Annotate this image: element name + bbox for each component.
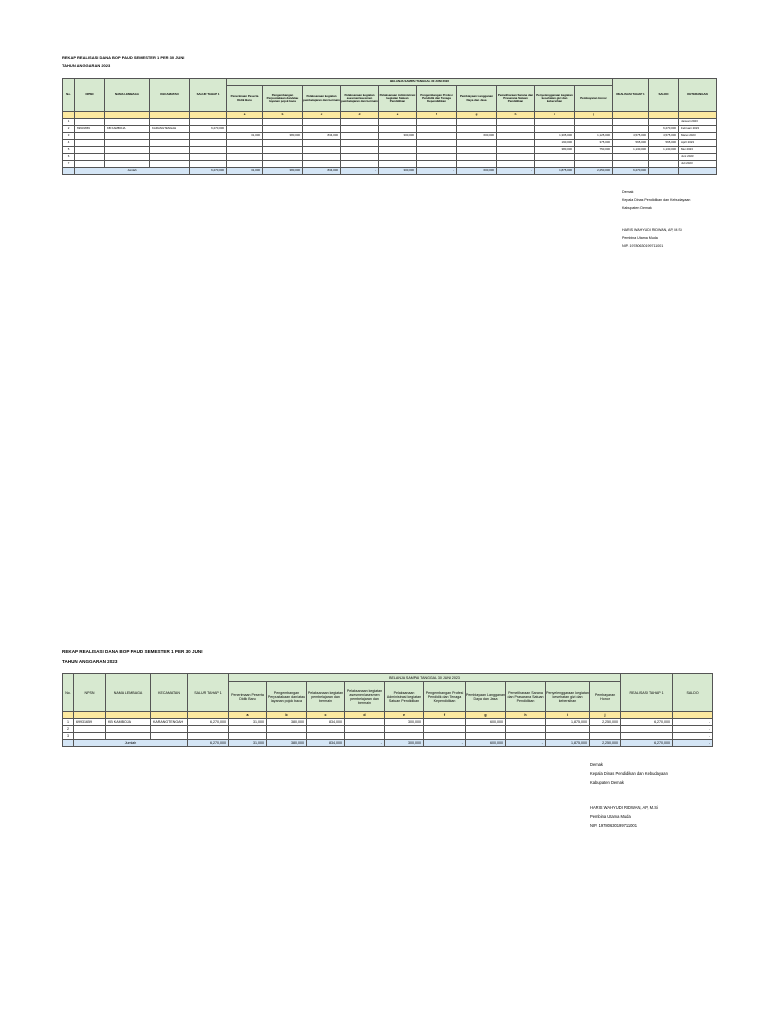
row-value [546, 733, 590, 740]
signature-region: Kabupaten Demak [622, 206, 652, 210]
row-value [457, 154, 497, 161]
row-value [535, 126, 575, 133]
row-nama: KB KAMBOJA [105, 126, 150, 133]
row-value [424, 719, 466, 726]
row-value [424, 733, 466, 740]
row-no: 6 [63, 154, 75, 161]
row-value [341, 119, 379, 126]
row-keterangan: Juni 2023 [679, 154, 717, 161]
col-header-belanja-group: BELANJA SAMPAI TANGGAL 30 JUNI 2023 [229, 674, 621, 682]
total-saldo: - [673, 740, 713, 747]
row-npsn [74, 733, 106, 740]
total-realisasi: 6,270,000 [621, 740, 673, 747]
row-value: 834,000 [303, 133, 341, 140]
signature-block-top [622, 188, 742, 250]
row-value [546, 726, 590, 733]
table-row [63, 154, 717, 161]
total-value: - [345, 740, 385, 747]
row-kecamatan [151, 726, 188, 733]
row-nama [105, 154, 150, 161]
col-letter: j [575, 112, 613, 119]
total-label: Jumlah [74, 740, 188, 747]
row-npsn [74, 726, 106, 733]
row-no: 1 [63, 719, 74, 726]
row-value [303, 140, 341, 147]
realization-table-summary [62, 673, 713, 747]
row-value [590, 726, 621, 733]
row-kecamatan [150, 147, 190, 154]
row-value [497, 147, 535, 154]
row-value: 600,000 [466, 719, 506, 726]
row-value [457, 140, 497, 147]
col-letter: c [307, 712, 345, 719]
row-value [575, 161, 613, 168]
row-kecamatan: KARANGTENGAH [151, 719, 188, 726]
row-realisasi [613, 119, 649, 126]
row-nama [105, 133, 150, 140]
table-row [63, 719, 713, 726]
col-header-kecamatan: KECAMATAN [150, 79, 190, 112]
row-value [457, 147, 497, 154]
row-value [341, 126, 379, 133]
row-value: 380,000 [267, 719, 307, 726]
total-value: 600,000 [466, 740, 506, 747]
row-value [535, 154, 575, 161]
col-header-sub: Pembayaran Honor [575, 86, 613, 112]
signature-office: Kepala Dinas Pendidikan dan Kebudayaan [622, 198, 691, 202]
row-realisasi: 565,000 [613, 140, 649, 147]
row-value [227, 140, 263, 147]
col-header-salur: SALUR TAHAP 1 [188, 674, 229, 712]
col-header-saldo: SALDO [673, 674, 713, 712]
row-value: 1,125,000 [575, 133, 613, 140]
row-value [417, 147, 457, 154]
row-value: 380,000 [535, 147, 575, 154]
row-nama: KB KAMBOJA [106, 719, 151, 726]
row-realisasi [613, 126, 649, 133]
col-letter: f [417, 112, 457, 119]
row-no: 2 [63, 126, 75, 133]
letter-row [63, 112, 717, 119]
col-header-npsn: NPSN [75, 79, 105, 112]
row-npsn: 69931659 [75, 126, 105, 133]
row-value: 31,000 [227, 133, 263, 140]
col-letter: h [506, 712, 546, 719]
row-kecamatan [150, 133, 190, 140]
total-row [63, 740, 713, 747]
col-header-salur: SALUR TAHAP 1 [190, 79, 227, 112]
row-value [303, 147, 341, 154]
row-value: 300,000 [379, 133, 417, 140]
col-header-no: No. [63, 79, 75, 112]
row-value [263, 161, 303, 168]
row-value [457, 119, 497, 126]
table-row [63, 726, 713, 733]
total-value: - [341, 168, 379, 175]
row-nama [105, 140, 150, 147]
col-header-sub: Pelaksanaan kegiatan asesmen/asesmen pembelajaran dan bermain [345, 682, 385, 712]
row-value [457, 126, 497, 133]
col-header-sub: Pengembangan Perpustakaan dan/atau layanan pojok baca [263, 86, 303, 112]
row-realisasi [613, 161, 649, 168]
row-value [227, 147, 263, 154]
row-kecamatan: KARANGTENGAH [150, 126, 190, 133]
table-row [63, 733, 713, 740]
row-value [227, 126, 263, 133]
col-header-sub: Penyelenggaraan kegiatan kesehatan gizi dan kebersihan [535, 86, 575, 112]
row-realisasi: 6,270,000 [621, 719, 673, 726]
signature-nip: NIP. 19780630199711001 [622, 244, 664, 248]
row-saldo: 565,000 [649, 140, 679, 147]
row-value [497, 133, 535, 140]
row-npsn [75, 161, 105, 168]
total-value: 600,000 [457, 168, 497, 175]
row-value: 1,875,000 [546, 719, 590, 726]
row-no: 7 [63, 161, 75, 168]
total-value: 380,000 [263, 168, 303, 175]
row-value [379, 154, 417, 161]
col-header-belanja-group: BELANJA SAMPAI TANGGAL 30 JUNI 2023 [227, 79, 613, 86]
col-letter: h [497, 112, 535, 119]
row-value [303, 126, 341, 133]
row-nama [106, 733, 151, 740]
col-letter: e [379, 112, 417, 119]
total-value: 380,000 [267, 740, 307, 747]
row-kecamatan [150, 119, 190, 126]
row-value [345, 726, 385, 733]
total-value: - [417, 168, 457, 175]
row-value [379, 140, 417, 147]
row-value [267, 733, 307, 740]
row-value [341, 154, 379, 161]
row-no: 3 [63, 133, 75, 140]
row-keterangan: Juli 2023 [679, 161, 717, 168]
row-saldo: - [673, 733, 713, 740]
col-header-no: No. [63, 674, 74, 712]
total-value: 1,875,000 [535, 168, 575, 175]
table-row [63, 147, 717, 154]
row-value [497, 119, 535, 126]
row-value: 2,250,000 [590, 719, 621, 726]
row-saldo [649, 161, 679, 168]
row-value [263, 154, 303, 161]
row-kecamatan [150, 154, 190, 161]
col-letter: g [466, 712, 506, 719]
row-value [535, 119, 575, 126]
row-kecamatan [151, 733, 188, 740]
row-npsn [75, 140, 105, 147]
row-value [379, 147, 417, 154]
total-value: 834,000 [303, 168, 341, 175]
row-no: 3 [63, 733, 74, 740]
row-no: 1 [63, 119, 75, 126]
row-realisasi [621, 726, 673, 733]
row-value: 1,305,000 [535, 133, 575, 140]
col-letter: a [229, 712, 267, 719]
col-header-sub: Pelaksanaan Administrasi kegiatan Satuan Pendidikan [385, 682, 424, 712]
realization-table-detailed [62, 78, 717, 175]
report-section-bottom [62, 647, 712, 747]
row-value [345, 733, 385, 740]
row-value: 31,000 [229, 719, 267, 726]
row-value [263, 119, 303, 126]
signature-region: Kabupaten Demak [590, 780, 624, 785]
report-title: REKAP REALISASI DANA BOP PAUD SEMESTER 1 PER 30 JUNI [62, 649, 203, 654]
col-header-sub: Pembiayaan Langganan Daya dan Jasa [457, 86, 497, 112]
row-nama [105, 147, 150, 154]
row-value [466, 733, 506, 740]
row-value [227, 154, 263, 161]
total-row [63, 168, 717, 175]
signature-name: HARIS WAHYUDI RIDWAN, AP, M.Si [590, 805, 658, 810]
row-value [457, 161, 497, 168]
row-value [307, 726, 345, 733]
row-value: 834,000 [307, 719, 345, 726]
row-salur [190, 140, 227, 147]
row-value [341, 133, 379, 140]
col-letter: i [535, 112, 575, 119]
row-salur: 6,270,000 [190, 126, 227, 133]
row-value: 380,000 [263, 133, 303, 140]
row-value [341, 140, 379, 147]
col-header-sub: Penerimaan Peserta Didik Baru [229, 682, 267, 712]
row-npsn [75, 147, 105, 154]
row-realisasi [613, 154, 649, 161]
table-row [63, 140, 717, 147]
row-nama [106, 726, 151, 733]
row-no: 5 [63, 147, 75, 154]
col-header-nama: NAMA LEMBAGA [105, 79, 150, 112]
row-value [417, 119, 457, 126]
col-header-sub: Pengembangan Perpustakaan dan/atau layanan pojok baca [267, 682, 307, 712]
table-row [63, 119, 717, 126]
row-kecamatan [150, 161, 190, 168]
row-value: 190,000 [535, 140, 575, 147]
row-value [506, 733, 546, 740]
row-value [497, 161, 535, 168]
report-title: REKAP REALISASI DANA BOP PAUD SEMESTER 1 PER 30 JUNI [62, 55, 185, 60]
col-header-keterangan: KETERANGAN [679, 79, 717, 112]
total-salur: 6,270,000 [188, 740, 229, 747]
col-header-npsn: NPSN [74, 674, 106, 712]
row-kecamatan [150, 140, 190, 147]
row-value [424, 726, 466, 733]
signature-place: Demak [590, 762, 603, 767]
row-realisasi: 1,130,000 [613, 147, 649, 154]
row-value: 375,000 [575, 140, 613, 147]
table-row [63, 126, 717, 133]
col-letter: a [227, 112, 263, 119]
col-header-kecamatan: KECAMATAN [151, 674, 188, 712]
row-value [227, 119, 263, 126]
row-value [379, 119, 417, 126]
row-no: 4 [63, 140, 75, 147]
row-value [303, 161, 341, 168]
row-value [379, 161, 417, 168]
row-value [575, 154, 613, 161]
total-value: 2,250,000 [575, 168, 613, 175]
total-realisasi: 6,270,000 [613, 168, 649, 175]
row-value [497, 154, 535, 161]
col-header-sub: Pelaksanaan kegiatan pembelajaran dan bermain [307, 682, 345, 712]
row-value [575, 119, 613, 126]
row-value [227, 161, 263, 168]
col-header-sub: Penyelenggaraan kegiatan kesehatan gizi dan kebersihan [546, 682, 590, 712]
row-npsn [75, 154, 105, 161]
row-value [575, 126, 613, 133]
row-keterangan: Januari 2023 [679, 119, 717, 126]
col-header-saldo: SALDO [649, 79, 679, 112]
total-label: Jumlah [75, 168, 190, 175]
col-letter: f [424, 712, 466, 719]
col-letter: g [457, 112, 497, 119]
row-value [263, 126, 303, 133]
total-saldo [649, 168, 679, 175]
row-keterangan: Maret 2023 [679, 133, 717, 140]
report-year: TAHUN ANGGARAN 2023 [62, 659, 118, 664]
col-letter: e [385, 712, 424, 719]
row-salur [188, 726, 229, 733]
table-row [63, 161, 717, 168]
signature-office: Kepala Dinas Pendidikan dan Kebudayaan [590, 771, 668, 776]
row-value: 600,000 [457, 133, 497, 140]
total-value: 2,250,000 [590, 740, 621, 747]
signature-place: Demak [622, 190, 634, 194]
total-value: 834,000 [307, 740, 345, 747]
row-salur [190, 154, 227, 161]
row-no: 2 [63, 726, 74, 733]
row-value [497, 126, 535, 133]
row-npsn [75, 119, 105, 126]
row-value [307, 733, 345, 740]
col-letter: i [546, 712, 590, 719]
col-header-realisasi: REALISASI TAHAP 1 [613, 79, 649, 112]
total-value: 300,000 [385, 740, 424, 747]
report-section-top [62, 54, 712, 175]
row-value [229, 733, 267, 740]
row-salur: 6,270,000 [188, 719, 229, 726]
row-value [385, 733, 424, 740]
row-value [535, 161, 575, 168]
row-value: 300,000 [385, 719, 424, 726]
row-salur [190, 161, 227, 168]
row-npsn [75, 133, 105, 140]
col-letter: d [345, 712, 385, 719]
row-value [506, 726, 546, 733]
row-value [466, 726, 506, 733]
col-letter: b [263, 112, 303, 119]
row-saldo: 6,270,000 [649, 126, 679, 133]
row-value [341, 147, 379, 154]
total-value: - [424, 740, 466, 747]
row-realisasi: 4,575,000 [613, 133, 649, 140]
row-keterangan: Februari 2023 [679, 126, 717, 133]
signature-block-bottom [590, 760, 730, 830]
col-header-sub: Pelaksanaan Administrasi kegiatan Satuan Pendidikan [379, 86, 417, 112]
row-value [417, 154, 457, 161]
row-value [497, 140, 535, 147]
row-value [417, 126, 457, 133]
row-value [341, 161, 379, 168]
row-saldo: - [673, 726, 713, 733]
signature-name: HARIS WAHYUDI RIDWAN, AP, M.Si [622, 228, 682, 232]
signature-rank: Pembina Utama Muda [622, 236, 658, 240]
row-value [263, 147, 303, 154]
row-value [417, 161, 457, 168]
row-salur [190, 133, 227, 140]
row-nama [105, 161, 150, 168]
report-year: TAHUN ANGGARAN 2023 [62, 63, 111, 68]
col-header-sub: Pemeliharaan Sarana dan Prasarana Satuan Pendidikan [497, 86, 535, 112]
col-letter: j [590, 712, 621, 719]
row-value [385, 726, 424, 733]
row-value [345, 719, 385, 726]
row-value [379, 126, 417, 133]
col-header-sub: Pengembangan Profesi Pendidik dan Tenaga Kependidikan [417, 86, 457, 112]
total-keterangan [679, 168, 717, 175]
row-saldo: - [673, 719, 713, 726]
col-header-sub: Pelaksanaan kegiatan asesmen/asesmen pembelajaran dan bermain [341, 86, 379, 112]
col-header-realisasi: REALISASI TAHAP 1 [621, 674, 673, 712]
row-value: 750,000 [575, 147, 613, 154]
row-salur [188, 733, 229, 740]
row-npsn: 69931659 [74, 719, 106, 726]
col-letter: c [303, 112, 341, 119]
col-header-sub: Pemeliharaan Sarana dan Prasarana Satuan Pendidikan [506, 682, 546, 712]
row-realisasi [621, 733, 673, 740]
row-value [590, 733, 621, 740]
total-value: 1,875,000 [546, 740, 590, 747]
row-salur [190, 147, 227, 154]
col-letter: b [267, 712, 307, 719]
row-saldo: 1,130,000 [649, 147, 679, 154]
col-letter: d [341, 112, 379, 119]
signature-rank: Pembina Utama Muda [590, 814, 631, 819]
row-value [229, 726, 267, 733]
row-saldo: 4,575,000 [649, 133, 679, 140]
row-value [263, 140, 303, 147]
col-header-nama: NAMA LEMBAGA [106, 674, 151, 712]
total-value: 31,000 [229, 740, 267, 747]
col-header-sub: Pembiayaan Langganan Daya dan Jasa [466, 682, 506, 712]
row-nama [105, 119, 150, 126]
row-value [417, 140, 457, 147]
row-value [506, 719, 546, 726]
total-salur: 6,270,000 [190, 168, 227, 175]
col-header-sub: Penerimaan Peserta Didik Baru [227, 86, 263, 112]
row-salur [190, 119, 227, 126]
letter-row [63, 712, 713, 719]
table-row [63, 133, 717, 140]
row-saldo [649, 119, 679, 126]
row-value [303, 154, 341, 161]
total-value: 31,000 [227, 168, 263, 175]
row-value [303, 119, 341, 126]
col-header-sub: Pelaksanaan kegiatan pembelajaran dan bermain [303, 86, 341, 112]
signature-nip: NIP. 19780630199711001 [590, 823, 637, 828]
total-value: - [497, 168, 535, 175]
col-header-sub: Pembayaran Honor [590, 682, 621, 712]
total-value: - [506, 740, 546, 747]
total-value: 300,000 [379, 168, 417, 175]
row-saldo [649, 154, 679, 161]
row-value [267, 726, 307, 733]
row-keterangan: April 2023 [679, 140, 717, 147]
row-value [417, 133, 457, 140]
col-header-sub: Pengembangan Profesi Pendidik dan Tenaga Kependidikan [424, 682, 466, 712]
row-keterangan: Mei 2023 [679, 147, 717, 154]
